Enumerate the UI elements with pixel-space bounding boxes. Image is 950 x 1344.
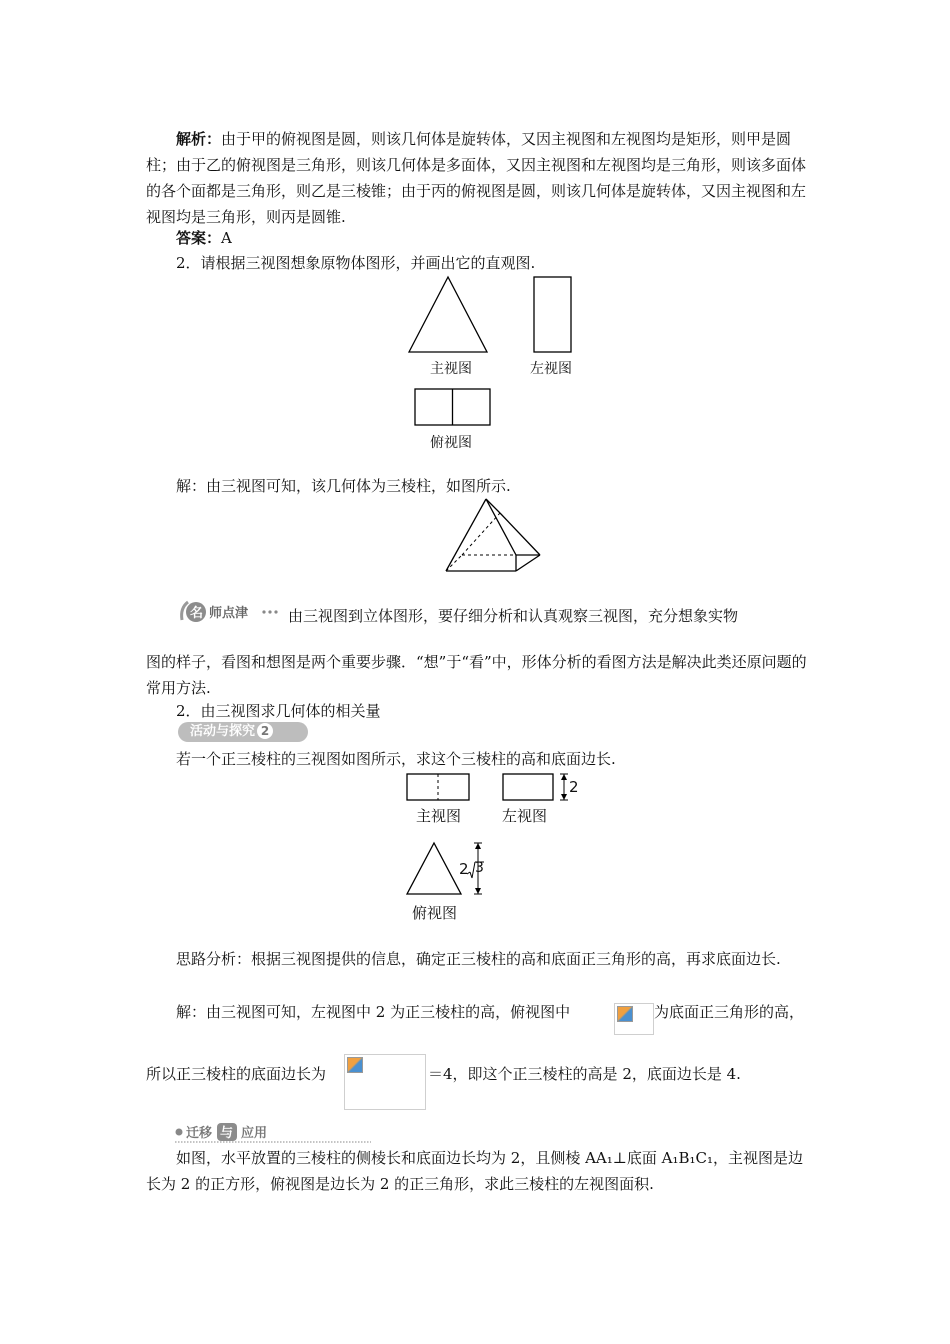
teacher-tip-icon (178, 598, 286, 626)
solution-1: 解：由三视图可知，该几何体为三棱柱，如图所示. (176, 477, 511, 495)
transfer-label-a: 迁移 (186, 1126, 213, 1141)
solution-2-part-a: 解：由三视图可知，左视图中 2 为正三棱柱的高，俯视图中 (176, 1003, 571, 1021)
analysis-label: 解析： (176, 130, 222, 148)
top-view-triangle-2 (407, 843, 461, 894)
transfer-label-b: 与 (220, 1126, 234, 1141)
tip-line-1: 由三视图到立体图形，要仔细分析和认真观察三视图，充分想象实物 (288, 607, 739, 625)
final-problem: 如图，水平放置的三棱柱的侧棱长和底面边长均为 2，且侧棱 AA₁⊥底面 A₁B₁C₁，主视图是边长为 2 的正方形，俯视图是边长为 2 的正三角形，求此三棱柱的左视图面积. (146, 1149, 804, 1193)
label-tri-height-rad: 3 (475, 860, 484, 876)
answer-label: 答案： (176, 229, 222, 247)
solution-2-part-b: 为底面正三角形的高， (654, 1003, 805, 1021)
front-view-triangle (409, 277, 487, 352)
left-view-rect-2 (503, 774, 553, 800)
label-height-2: 2 (569, 778, 579, 796)
formula-image-placeholder-2 (344, 1054, 426, 1110)
left-view-rect (534, 277, 571, 352)
answer-value: A (221, 229, 232, 247)
broken-image-icon (617, 1006, 633, 1022)
analysis-text: 由于甲的俯视图是圆，则该几何体是旋转体，又因主视图和左视图均是矩形，则甲是圆柱；由于乙的俯视图是三角形，则该几何体是多面体，又因主视图和左视图均是三角形，则该多面体的各个面都是三角形，则乙是三棱锥；由于丙的俯视图是圆，则该几何体是旋转体，又因主视图和左视图均是三角形，则丙是圆锥. (146, 130, 807, 226)
activity-label: 活动与探究 (190, 724, 256, 739)
section-2-heading: 2．由三视图求几何体的相关量 (176, 702, 381, 720)
activity-banner (178, 722, 308, 742)
transfer-apply-header (175, 1122, 375, 1144)
caption-top-view-2: 俯视图 (412, 904, 458, 922)
idea-analysis: 思路分析：根据三视图提供的信息，确定正三棱柱的高和底面正三角形的高，再求底面边长. (176, 950, 781, 968)
three-views-figure-2 (400, 770, 590, 900)
solution-2-part-d: ＝4，即这个正三棱柱的高是 2，底面边长是 4. (428, 1065, 741, 1083)
answer-line (146, 225, 811, 251)
question-2: 2．请根据三视图想象原物体图形，并画出它的直观图. (176, 254, 536, 272)
broken-image-icon (347, 1057, 363, 1073)
problem-statement: 若一个正三棱柱的三视图如图所示，求这个三棱柱的高和底面边长. (176, 750, 616, 768)
tip-line-2: 图的样子，看图和想图是两个重要步骤．“想”于“看”中，形体分析的看图方法是解决此类还原问题的常用方法. (146, 653, 807, 697)
label-tri-height-coef: 2 (459, 860, 469, 878)
caption-left-view: 左视图 (530, 361, 572, 377)
three-views-figure-1 (400, 270, 590, 430)
caption-top-view: 俯视图 (430, 435, 472, 451)
solution-2-part-c: 所以正三棱柱的底面边长为 (146, 1065, 327, 1083)
transfer-label-c: 应用 (241, 1126, 268, 1141)
prism-sketch (440, 495, 550, 577)
caption-left-view-2: 左视图 (502, 807, 548, 825)
activity-number: 2 (257, 723, 273, 739)
formula-image-placeholder-1 (614, 1003, 654, 1035)
tip-title: 师点津 (209, 606, 249, 621)
tip-badge-char: 名 (190, 606, 204, 621)
caption-front-view: 主视图 (430, 361, 472, 377)
analysis-paragraph (146, 126, 811, 230)
caption-front-view-2: 主视图 (416, 807, 462, 825)
